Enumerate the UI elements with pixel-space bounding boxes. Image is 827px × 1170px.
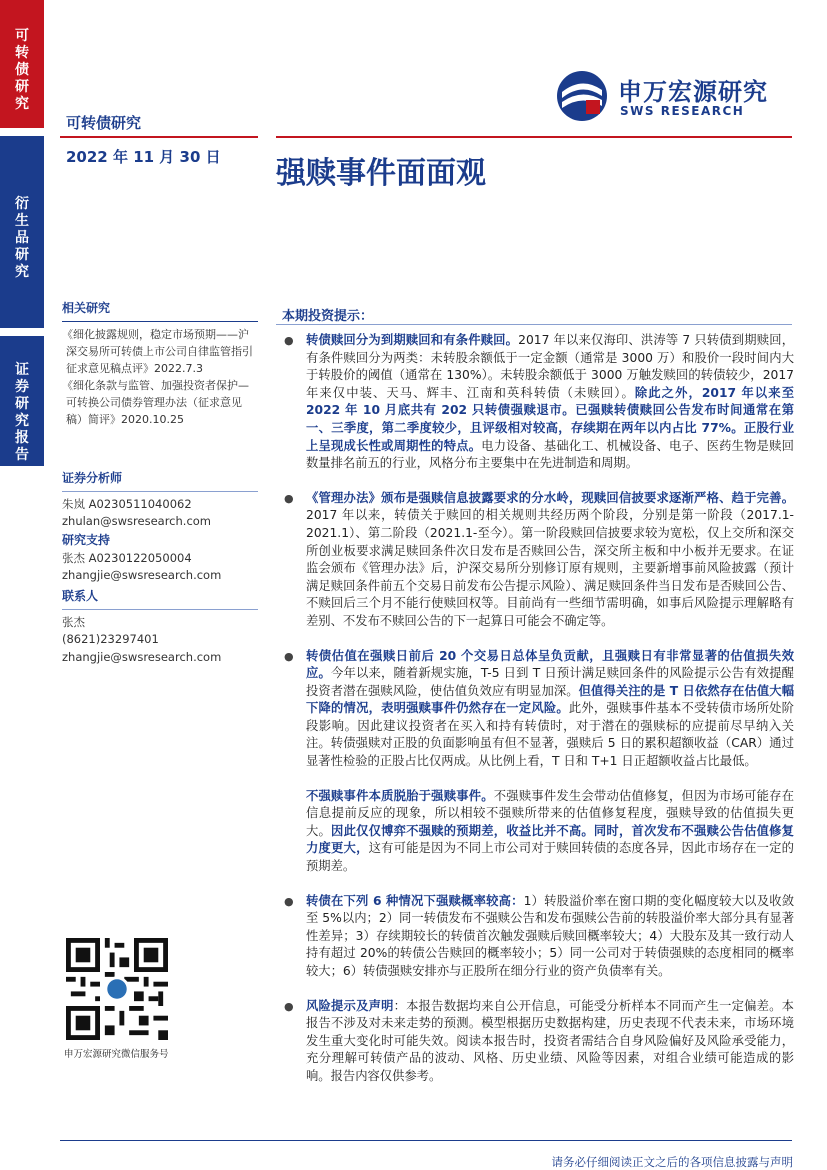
risk-disclaimer-paragraph: ● 风险提示及声明：本报告数据均来自公开信息，可能受分析样本不同而产生一定偏差。本报告不涉及对未来走势的预测。模型根据历史数据构建，历史表现不代表未来，市场环境发生重大变化时可能失效。阅读本报告时，投资者需结合自身风险偏好及风险承受能力，充分理解可转债产品的波动、风格、历史业绩、风险等因素，对组合业绩可能造成的影响。报告内容仅供参考。 — [284, 998, 794, 1083]
contact-name: 张杰 — [62, 614, 85, 629]
related-item[interactable]: 《细化条款与监管、加强投资者保护—可转换公司债券管理办法（征求意见稿）简评》2020.10.25 — [62, 378, 249, 426]
bullet-icon: ● — [284, 649, 294, 663]
investment-highlights — [282, 332, 794, 1103]
page-title: 强赎事件面面观 — [276, 156, 486, 191]
highlight-paragraph: ● 转债在下列 6 种情况下强赎概率较高：1）转股溢价率在窗口期的变化幅度较大以及收敛至 5%以内；2）同一转债发布不强赎公告和发布强赎公告前的转股溢价率大部分具有显著性差异；3）存续期较长的转债首次触发强赎后赎回概率较大；4）大股东及其一致行动人持有超过 20%的转债公告赎回的概率较小；5）同一公司对于转债强赎的态度相同的概率较大；6）转债强赎安排亦与正股所在细分行业的资产负债率有关。 — [284, 893, 794, 978]
contact-block — [62, 588, 258, 666]
bullet-icon: ● — [284, 334, 294, 347]
highlight-paragraph: ● 转债赎回分为到期赎回和有条件赎回。2017 年以来仅海印、洪涛等 7 只转债到期赎回，有条件赎回分为两类：未转股余额低于一定金额（通常是 3000 万）和股价一段时间内大于转股价的阈值（通常在 130%）。未转股余额低于 3000 万触发赎回的转债较少，2017 年来仅中装、天马、辉丰、江南和英科转债（未赎回）。除此之外，2017 年以来至 2022 年 10 月底共有 202 只转债强赎退市。已强赎转债赎回公告发布时间通常在第一、三季度，第二季度较少，且评级相对较高，存续期在两年以内占比 77%。正股行业上呈现成长性或周期性的特点。电力设备、基础化工、机械设备、电子、医药生物是赎回数量排名前五的行业，风格分布主要集中在先进制造和周期。 — [284, 333, 794, 471]
analyst-email[interactable]: zhulan@swsresearch.com — [62, 514, 212, 528]
related-divider — [62, 321, 258, 322]
contact-phone: (8621)23297401 — [62, 632, 159, 646]
bullet-icon: ● — [284, 894, 294, 908]
bullet-icon: ● — [284, 999, 294, 1013]
support-email[interactable]: zhangjie@swsresearch.com — [62, 568, 222, 582]
highlight-paragraph: 不强赎事件本质脱胎于强赎事件。不强赎事件发生会带动估值修复，但因为市场可能存在信息提前反应的现象，所以相较不强赎所带来的估值修复程度，强赎导致的估值损失更大。因此仅仅博弈不强赎的预期差，收益比并不高。同时，首次发布不强赎公告估值修复力度更大，这有可能是因为不同上市公司对于赎回转债的态度各异，因此市场存在一定的预期差。 — [306, 788, 794, 874]
qr-caption: 申万宏源研究微信服务号 — [64, 1049, 169, 1060]
highlight-paragraph: ● 转债估值在强赎日前后 20 个交易日总体呈负贡献，且强赎日有非常显著的估值损失效应。今年以来，随着新规实施，T-5 日到 T 日预计满足赎回条件的风险提示公告有效提醒投资者潜在强赎风险，使估值负效应有明显加深。但值得关注的是 T 日依然存在估值大幅下降的情况，表明强赎事件仍然存在一定风险。此外，强赎事件基本不受转债市场所处阶段影响。因此建议投资者在买入和持有转债时，对于潜在的强赎标的应提前尽早纳入关注。转债强赎对正股的负面影响虽有但不显著，强赎后 5 日的累积超额收益（CAR）通过显著性检验的正股占比仅两成。从比例上看，T 日和 T+1 日正超额收益占比最低。 — [284, 648, 794, 769]
logo-cn-text: 申万宏源研究 — [618, 78, 768, 106]
section-heading: 本期投资提示： — [282, 309, 374, 324]
header-divider-left — [60, 136, 258, 138]
support-heading: 研究支持 — [62, 533, 111, 547]
analyst-divider — [62, 491, 258, 492]
related-item[interactable]: 《细化披露规则，稳定市场预期——沪深交易所可转债上市公司自律监管指引征求意见稿点评》2022.7.3 — [62, 327, 253, 375]
contact-heading: 联系人 — [62, 589, 99, 603]
footer-disclaimer: 请务必仔细阅读正文之后的各项信息披露与声明 — [551, 1155, 793, 1169]
contact-divider — [62, 609, 258, 610]
related-heading: 相关研究 — [62, 301, 111, 315]
support-block — [62, 532, 258, 585]
sws-logo-icon — [556, 70, 608, 122]
report-category: 可转债研究 — [66, 114, 142, 132]
footer-divider — [60, 1140, 792, 1141]
side-tab-convertible: 可 转 债 研 究 — [0, 0, 44, 128]
header-divider-right — [276, 136, 792, 138]
analyst-name: 朱岚 A0230511040062 — [62, 496, 192, 511]
section-divider — [276, 324, 792, 325]
analyst-heading: 证券分析师 — [62, 471, 123, 485]
support-name: 张杰 A0230122050004 — [62, 550, 192, 565]
wechat-qr-code — [66, 938, 168, 1040]
highlight-paragraph: ● 《管理办法》颁布是强赎信息披露要求的分水岭，现赎回信披要求逐渐严格、趋于完善。2017 年以来，转债关于赎回的相关规则共经历两个阶段，分别是第一阶段（2017.1-2021.1）、第二阶段（2021.1-至今）。第一阶段赎回信披要求较为宽松，仅上交所和深交所创业板要求满足赎回条件次日发布是否赎回公告，深交所主板和中小板并无要求。在证监会颁布《管理办法》后，沪深交易所分别修订原有规则，主要新增事前风险披露（预计满足赎回条件前五个交易日前发布公告提示风险）、满足赎回条件当日发布是否赎回公告、不赎回后三个月不能行使赎回权等。目前尚有一些细节需明确，如事后风险提示理解略有差别、不发布不赎回公告的下一起算日可能会不确定等。 — [284, 490, 794, 628]
side-tab-derivatives: 衍 生 品 研 究 — [0, 136, 44, 328]
report-date: 2022 年 11 月 30 日 — [66, 148, 221, 166]
side-tab-securities-report: 证 券 研 究 报 告 — [0, 336, 44, 466]
contact-email[interactable]: zhangjie@swsresearch.com — [62, 649, 222, 664]
bullet-icon: ● — [284, 491, 294, 505]
related-research — [62, 300, 258, 428]
analyst-block — [62, 470, 258, 531]
logo-en-text: SWS RESEARCH — [620, 104, 745, 118]
sws-logo — [556, 70, 796, 124]
